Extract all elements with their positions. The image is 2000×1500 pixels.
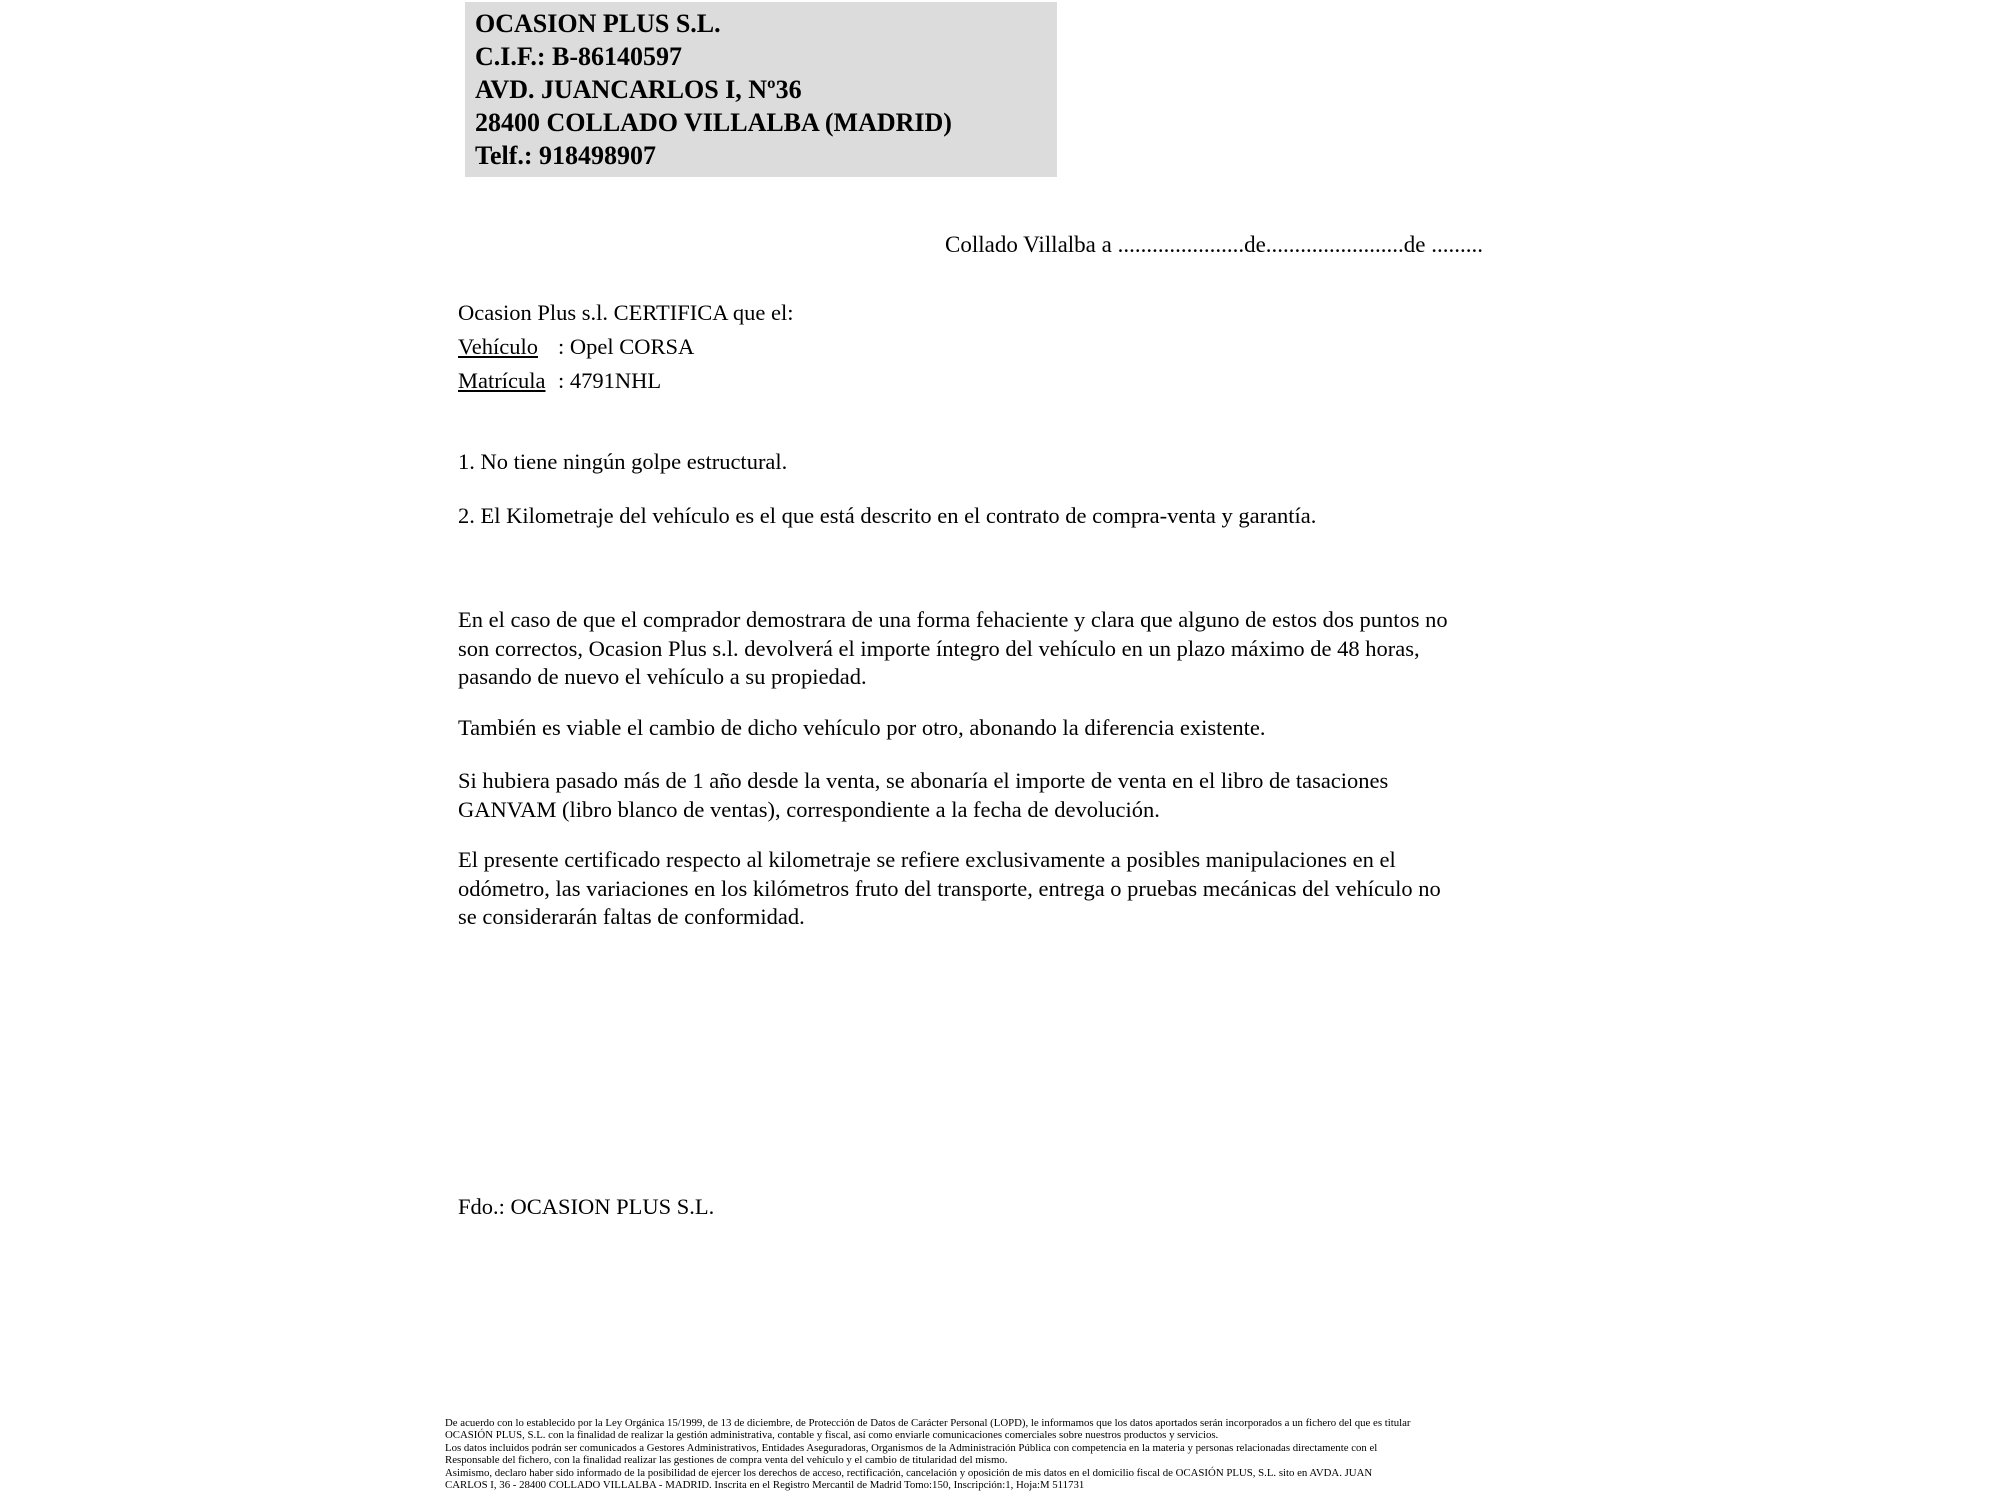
vehicle-separator: : [558, 334, 565, 359]
plate-separator: : [558, 368, 565, 393]
date-line: Collado Villalba a ......................de........................de ......... [945, 232, 1483, 257]
legal-footer-line-6: CARLOS I, 36 - 28400 COLLADO VILLALBA - MADRID. Inscrita en el Registro Mercantil de Madrid Tomo:150, Inscripción:1, Hoja:M 511731 [445, 1479, 1085, 1492]
paragraph-ganvam [458, 767, 1388, 824]
point-1: 1. No tiene ningún golpe estructural. [458, 449, 788, 474]
paragraph-odometer-line-3: se considerarán faltas de conformidad. [458, 904, 805, 929]
company-name: OCASION PLUS S.L. [475, 9, 721, 38]
company-cif: C.I.F.: B-86140597 [475, 42, 683, 71]
point-2: 2. El Kilometraje del vehículo es el que está descrito en el contrato de compra-venta y garantía. [458, 503, 1317, 528]
paragraph-refund-line-1: En el caso de que el comprador demostrara de una forma fehaciente y clara que alguno de estos dos puntos no [458, 607, 1448, 632]
legal-footer-line-5: Asimismo, declaro haber sido informado de la posibilidad de ejercer los derechos de acceso, rectificación, cancelación y oposición de mis datos en el domicilio fiscal de OCASIÓN PLUS, S.L. sito en AVDA. JUAN [445, 1466, 1373, 1479]
paragraph-exchange-line-1: También es viable el cambio de dicho vehículo por otro, abonando la diferencia existente. [458, 715, 1266, 740]
legal-footer [445, 1417, 1411, 1491]
company-city: 28400 COLLADO VILLALBA (MADRID) [475, 108, 952, 137]
paragraph-refund-line-3: pasando de nuevo el vehículo a su propiedad. [458, 664, 867, 689]
legal-footer-line-2: OCASIÓN PLUS, S.L. con la finalidad de realizar la gestión administrativa, contable y fiscal, así como enviarle comunicaciones comerciales sobre nuestros productos y servicios. [445, 1429, 1219, 1442]
paragraph-refund-line-2: son correctos, Ocasion Plus s.l. devolverá el importe íntegro del vehículo en un plazo máximo de 48 horas, [458, 635, 1420, 661]
paragraph-ganvam-line-1: Si hubiera pasado más de 1 año desde la venta, se abonaría el importe de venta en el libro de tasaciones [458, 768, 1389, 793]
paragraph-exchange [458, 714, 1266, 743]
company-phone: Telf.: 918498907 [475, 141, 657, 170]
legal-footer-line-3: Los datos incluidos podrán ser comunicados a Gestores Administrativos, Entidades Aseguradoras, Organismos de la Administración Pública con competencia en la materia y personas relacionadas directamente con el [445, 1441, 1378, 1454]
certification-block [458, 296, 794, 398]
legal-footer-line-1: De acuerdo con lo establecido por la Ley Orgánica 15/1999, de 13 de diciembre, de Protección de Datos de Carácter Personal (LOPD), le informamos que los datos aportados serán incorporados a un fichero del que es titular [445, 1417, 1411, 1429]
certification-intro: Ocasion Plus s.l. CERTIFICA que el: [458, 300, 794, 325]
vehicle-field [458, 330, 794, 364]
paragraph-odometer [458, 846, 1441, 932]
vehicle-value: Opel CORSA [569, 334, 695, 359]
plate-label: Matrícula [458, 368, 546, 393]
signature-line: Fdo.: OCASION PLUS S.L. [458, 1194, 715, 1219]
paragraph-ganvam-line-2: GANVAM (libro blanco de ventas), correspondiente a la fecha de devolución. [458, 796, 1160, 822]
vehicle-label: Vehículo [458, 334, 538, 359]
paragraph-odometer-line-1: El presente certificado respecto al kilometraje se refiere exclusivamente a posibles manipulaciones en el [458, 847, 1396, 872]
legal-footer-line-4: Responsable del fichero, con la finalidad realizar las gestiones de compra venta del vehículo y el cambio de titularidad del mismo. [445, 1454, 1008, 1467]
paragraph-odometer-line-2: odómetro, las variaciones en los kilómetros fruto del transporte, entrega o pruebas mecánicas del vehículo no [458, 875, 1441, 901]
paragraph-refund [458, 606, 1448, 692]
plate-field [458, 364, 794, 398]
company-address: AVD. JUANCARLOS I, Nº36 [475, 75, 802, 104]
company-header-box [465, 2, 1057, 177]
plate-value: 4791NHL [569, 368, 662, 393]
